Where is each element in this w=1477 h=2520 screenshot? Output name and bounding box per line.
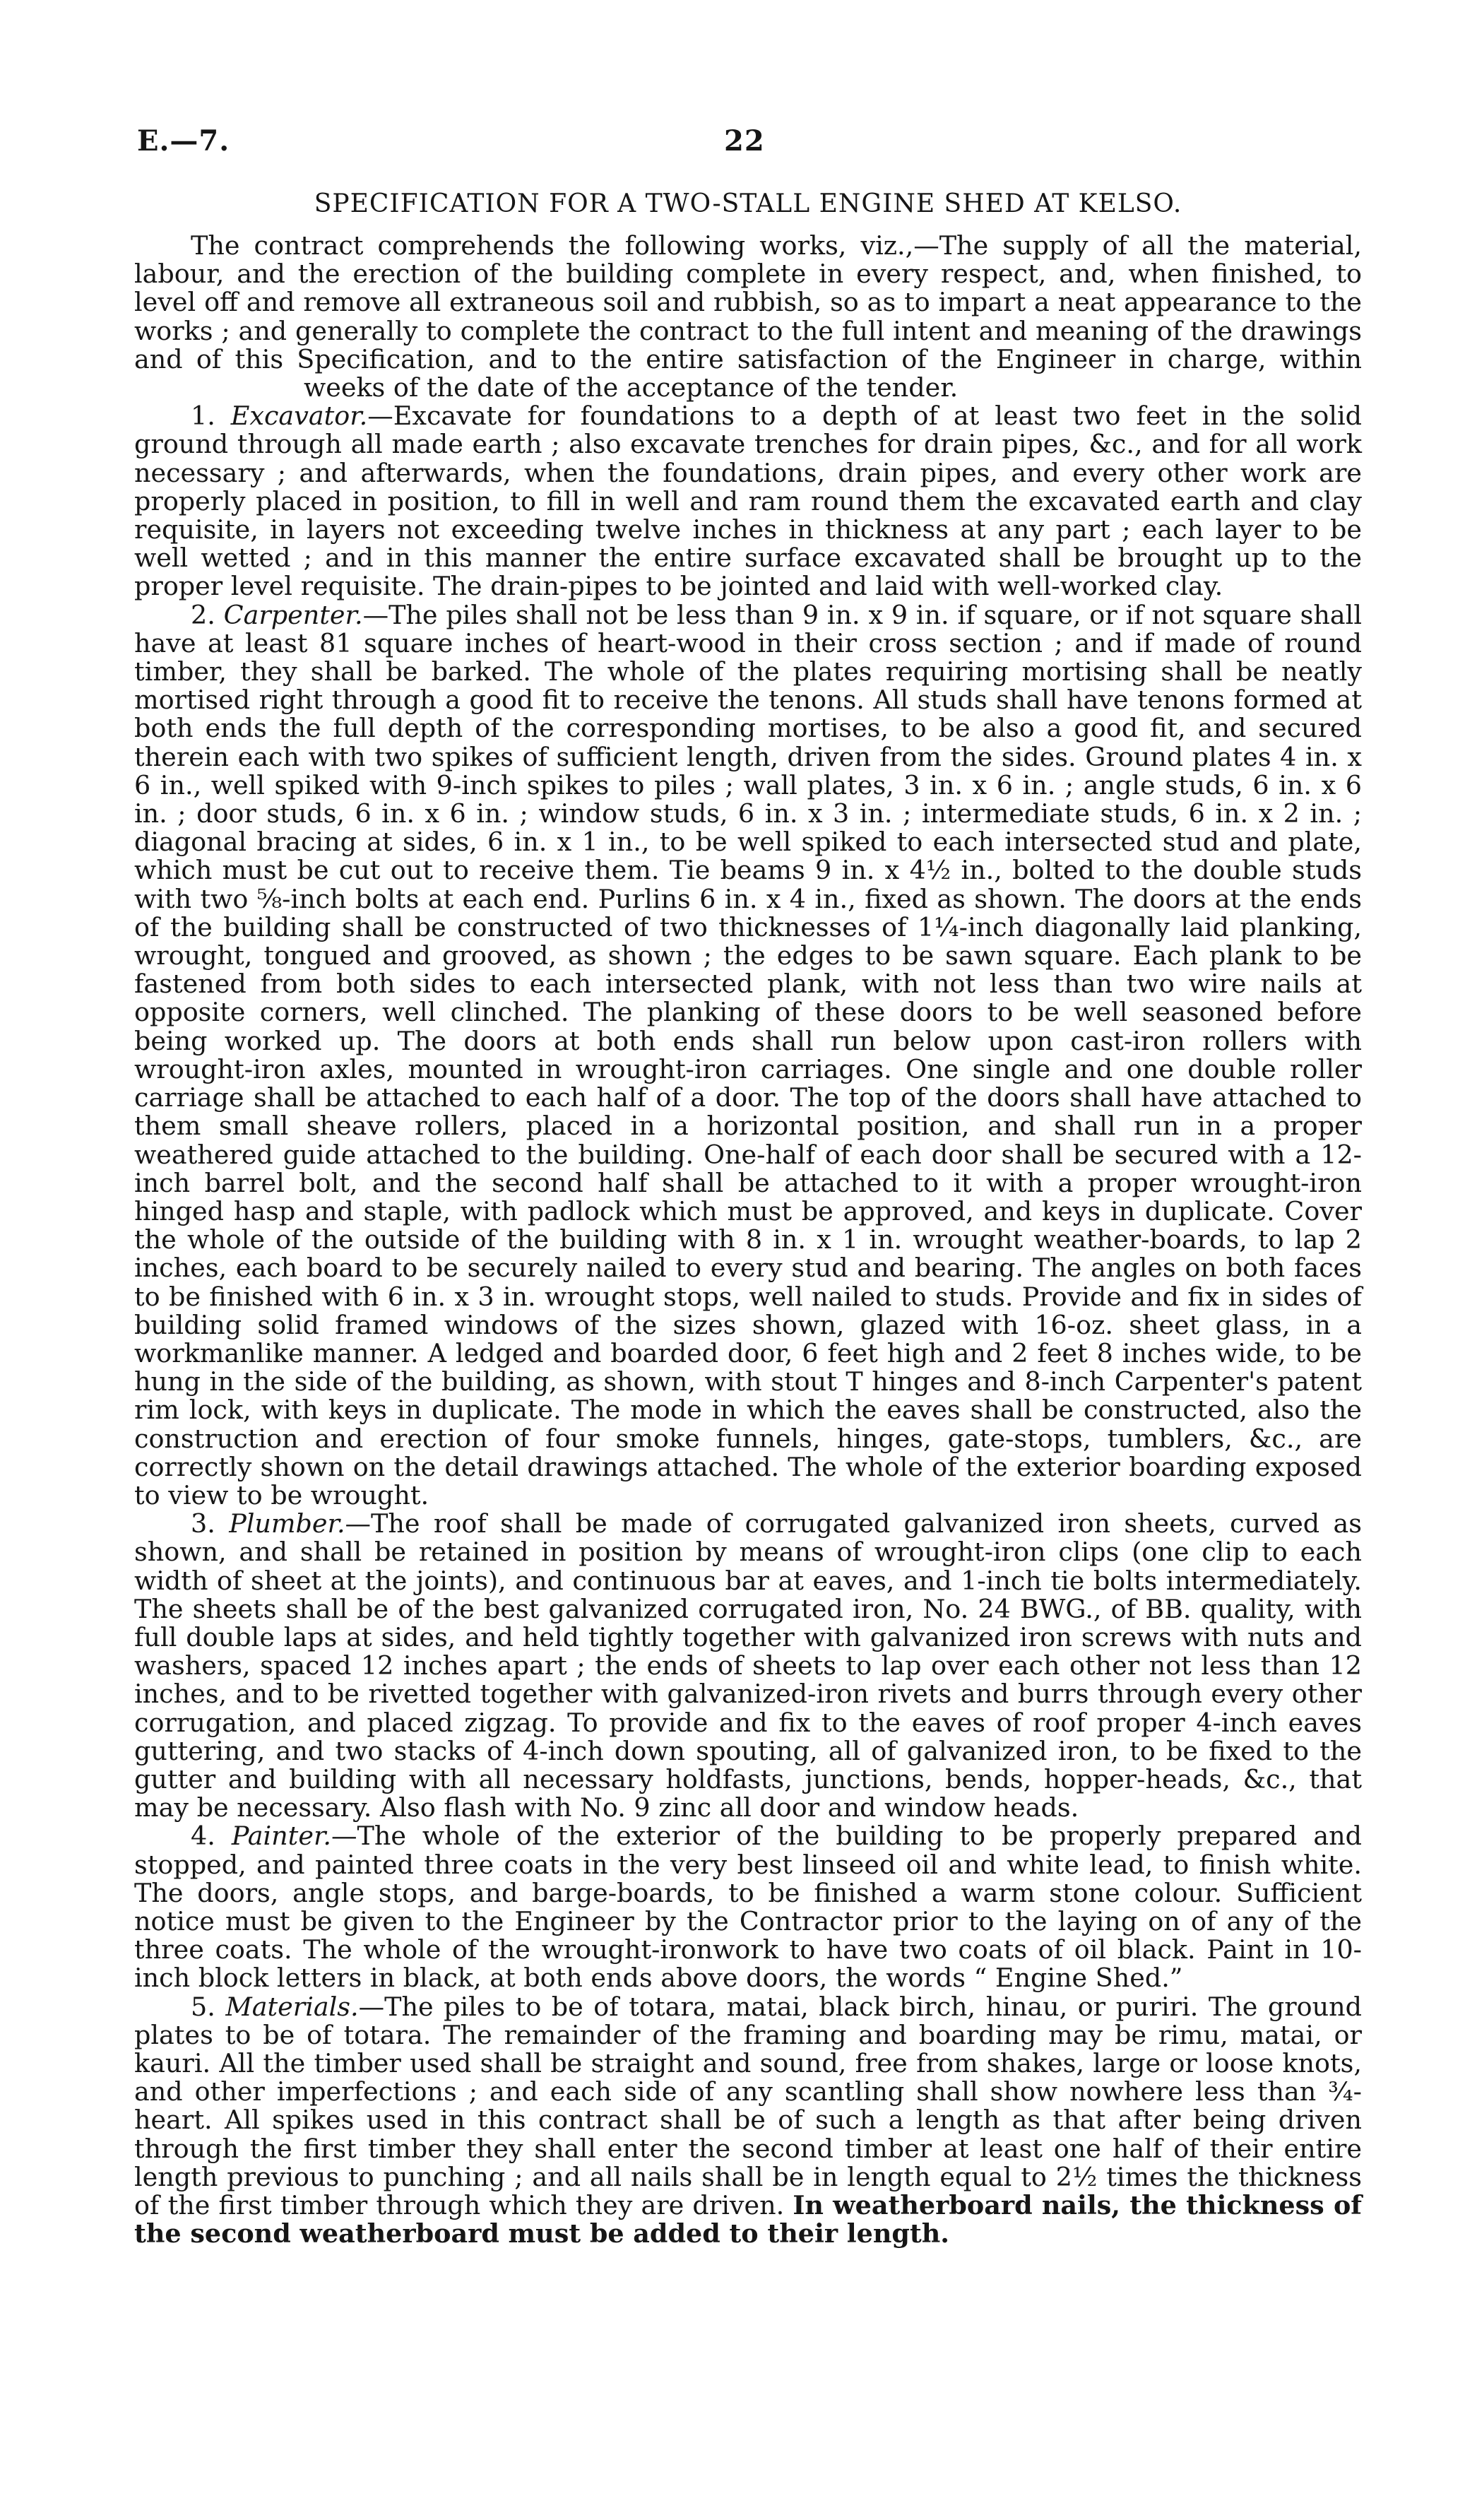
section-carpenter xyxy=(134,601,1362,1510)
section-number: 1. xyxy=(191,401,215,432)
page-number: 22 xyxy=(724,124,765,158)
section-text: —Excavate for foundations to a depth of at least two feet in the solid ground through all made earth ; also excavate trenches for drain pipes, &c., and for all work necessary ; and afterwards, when the foundations, drain pipes, and every other work are properly placed in position, to fill in well and ram round them the excavated earth and clay requisite, in layers not exceeding twelve inches in thickness at any part ; each layer to be well wetted ; and in this manner the entire surface excavated shall be brought up to the proper level requisite. The drain-pipes to be jointed and laid with well-worked clay. xyxy=(134,401,1362,602)
intro-text-after-gap: weeks of the date of the acceptance of the tender. xyxy=(304,372,959,403)
section-materials xyxy=(134,1993,1362,2249)
section-heading: Painter. xyxy=(231,1821,331,1852)
document-title: SPECIFICATION FOR A TWO-STALL ENGINE SHED AT KELSO. xyxy=(314,189,1182,218)
section-text: —The whole of the exterior of the building to be properly prepared and stopped, and painted three coats in the very best linseed oil and white lead, to finish white. The doors, angle stops, and barge-boards, to be finished a warm stone colour. Sufficient notice must be given to the Engineer by the Contractor prior to the laying on of any of the three coats. The whole of the wrought-ironwork to have two coats of oil black. Paint in 10-inch block letters in black, at both ends above doors, the words “ Engine Shed.” xyxy=(134,1821,1362,1994)
section-closing-sentence: In weatherboard nails, the thickness of the second weatherboard must be added to their length. xyxy=(134,2190,1362,2249)
section-number: 4. xyxy=(191,1821,215,1852)
section-heading: Plumber. xyxy=(229,1508,345,1539)
parliamentary-paper-reference: E.—7. xyxy=(137,124,230,158)
intro-paragraph xyxy=(134,232,1362,402)
specification-body xyxy=(134,232,1362,2248)
section-heading: Excavator. xyxy=(230,401,368,432)
section-plumber xyxy=(134,1510,1362,1822)
section-text: —The roof shall be made of corrugated galvanized iron sheets, curved as shown, and shall be retained in position by means of wrought-iron clips (one clip to each width of sheet at the joints), and continuous bar at eaves, and 1-inch tie bolts intermediately. The sheets shall be of the best galvanized corrugated iron, No. 24 BWG., of BB. quality, with full double laps at sides, and held tightly together with galvanized iron screws with nuts and washers, spaced 12 inches apart ; the ends of sheets to lap over each other not less than 12 inches, and to be rivetted together with galvanized-iron rivets and burrs through every other corrugation, and placed zigzag. To provide and fix to the eaves of roof proper 4-inch eaves guttering, and two stacks of 4-inch down spouting, all of galvanized iron, to be fixed to the gutter and building with all necessary holdfasts, junctions, bends, hopper-heads, &c., that may be necessary. Also flash with No. 9 zinc all door and window heads. xyxy=(134,1508,1363,1823)
section-number: 5. xyxy=(191,1991,215,2022)
section-heading: Materials. xyxy=(225,1991,359,2022)
intro-text-before-gap: The contract comprehends the following works, viz.,—The supply of all the material, labour, and the erection of the building complete in every respect, and, when finished, to level off and remove all extraneous soil and rubbish, so as to impart a neat appearance to the works ; and generally to complete the contract to the full intent and meaning of the drawings and of this Specification, and to the entire satisfaction of the Engineer in charge, within xyxy=(134,230,1362,374)
section-text: —The piles to be of totara, matai, black birch, hinau, or puriri. The ground plates to be of totara. The remainder of the framing and boarding may be rimu, matai, or kauri. All the timber used shall be straight and sound, free from shakes, large or loose knots, and other imperfections ; and each side of any scantling shall show nowhere less than ¾-heart. All spikes used in this contract shall be of such a length as that after being driven through the first timber they shall enter the second timber at least one half of their entire length previous to punching ; and all nails shall be in length equal to 2½ times the thickness of the first timber through which they are driven. xyxy=(134,1991,1362,2221)
section-painter xyxy=(134,1822,1362,1992)
section-text: —The piles shall not be less than 9 in. x 9 in. if square, or if not square shall have at least 81 square inches of heart-wood in their cross section ; and if made of round timber, they shall be barked. The whole of the plates requiring mortising shall be neatly mortised right through a good fit to receive the tenons. All studs shall have tenons formed at both ends the full depth of the corresponding mortises, to be also a good fit, and secured therein each with two spikes of sufficient length, driven from the sides. Ground plates 4 in. x 6 in., well spiked with 9-inch spikes to piles ; wall plates, 3 in. x 6 in. ; angle studs, 6 in. x 6 in. ; door studs, 6 in. x 6 in. ; window studs, 6 in. x 3 in. ; intermediate studs, 6 in. x 2 in. ; diagonal bracing at sides, 6 in. x 1 in., to be well spiked to each intersected stud and plate, which must be cut out to receive them. Tie beams 9 in. x 4½ in., bolted to the double studs with two ⅝-inch bolts at each end. Purlins 6 in. x 4 in., fixed as shown. The doors at the ends of the building shall be constructed of two thicknesses of 1¼-inch diagonally laid planking, wrought, tongued and grooved, as shown ; the edges to be sawn square. Each plank to be fastened from both sides to each intersected plank, with not less than two wire nails at opposite corners, well clinched. The planking of these doors to be well seasoned before being worked up. The doors at both ends shall run below upon cast-iron rollers with wrought-iron axles, mounted in wrought-iron carriages. One single and one double roller carriage shall be attached to each half of a door. The top of the doors shall have attached to them small sheave rollers, placed in a horizontal position, and shall run in a proper weathered guide attached to the building. One-half of each door shall be secured with a 12-inch barrel bolt, and the second half shall be attached to it with a proper wrought-iron hinged hasp and staple, with padlock which must be approved, and keys in duplicate. Cover the whole of the outside of the building with 8 in. x 1 in. wrought weather-boards, to lap 2 inches, each board to be securely nailed to every stud and bearing. The angles on both faces to be finished with 6 in. x 3 in. wrought stops, well nailed to studs. Provide and fix in sides of building solid framed windows of the sizes shown, glazed with 16-oz. sheet glass, in a workmanlike manner. A ledged and boarded door, 6 feet high and 2 feet 8 inches wide, to be hung in the side of the building, as shown, with stout T hinges and 8-inch Carpenter's patent rim lock, with keys in duplicate. The mode in which the eaves shall be constructed, also the construction and erection of four smoke funnels, hinges, gate-stops, tumblers, &c., are correctly shown on the detail drawings attached. The whole of the exterior boarding exposed to view to be wrought. xyxy=(134,599,1362,1510)
section-number: 2. xyxy=(191,599,215,630)
section-heading: Carpenter. xyxy=(223,599,363,630)
section-excavator xyxy=(134,402,1362,601)
section-number: 3. xyxy=(191,1508,215,1539)
